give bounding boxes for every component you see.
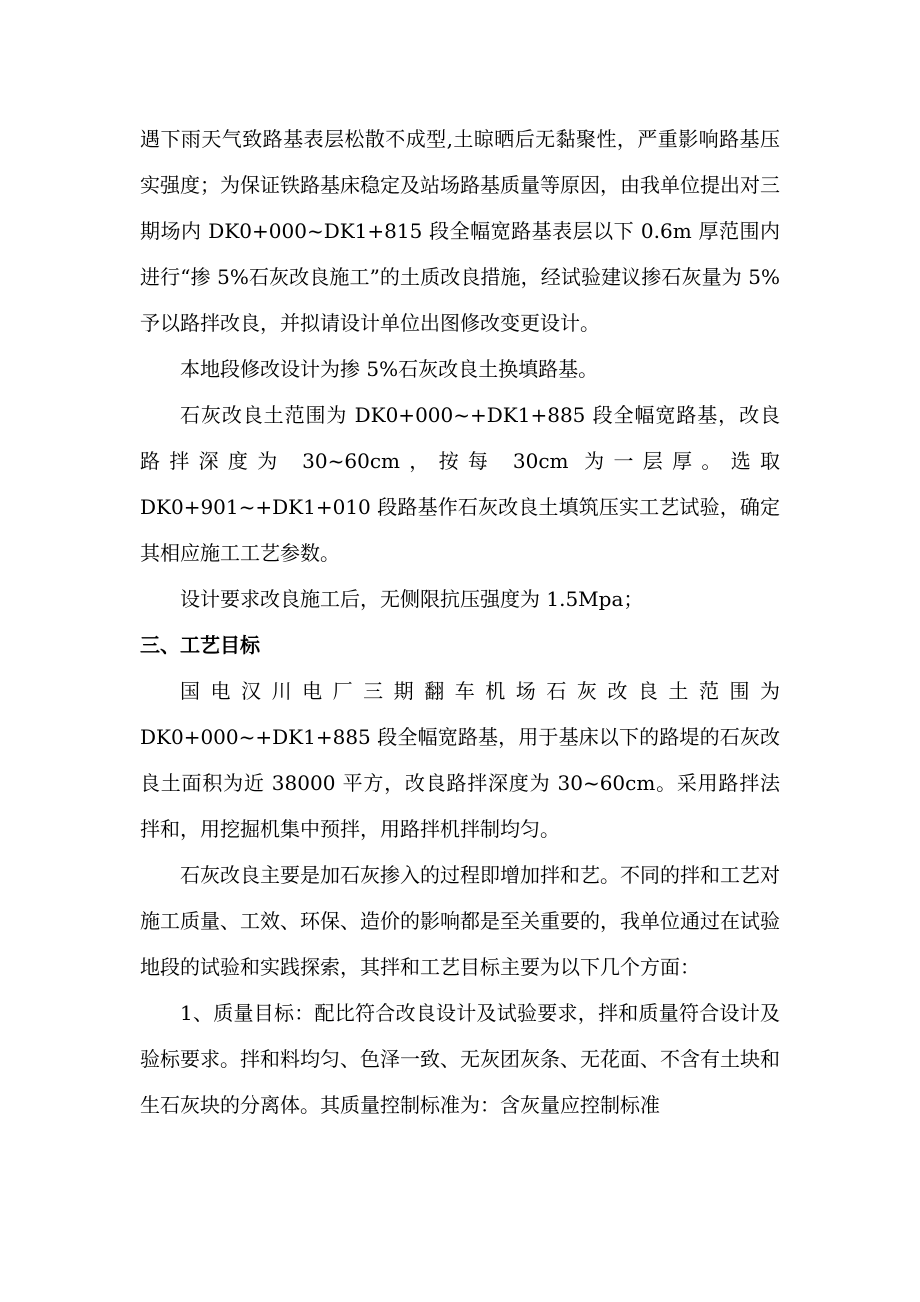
paragraph-5-first-line: 国电汉川电厂三期翻车机场石灰改良土范围为: [180, 679, 780, 703]
paragraph-3: 石灰改良土范围为 DK0+000~+DK1+885 段全幅宽路基，改良路拌深度为 30~60cm，按每 30cm 为一层厚。选取 DK0+901~+DK1+010 段路基作石灰改良土填筑压实工艺试验，确定其相应施工工艺参数。: [140, 403, 780, 565]
section-heading-3: 三、工艺目标: [140, 633, 260, 657]
paragraph-2: 本地段修改设计为掺 5%石灰改良土换填路基。: [180, 357, 599, 381]
paragraph-6: 石灰改良主要是加石灰掺入的过程即增加拌和艺。不同的拌和工艺对施工质量、工效、环保、造价的影响都是至关重要的，我单位通过在试验地段的试验和实践探索，其拌和工艺目标主要为以下几个方面：: [140, 863, 780, 979]
paragraph-1: 遇下雨天气致路基表层松散不成型,土晾晒后无黏聚性，严重影响路基压实强度；为保证铁路基床稳定及站场路基质量等原因，由我单位提出对三期场内 DK0+000~DK1+815 段全幅宽路基表层以下 0.6m 厚范围内进行“掺 5%石灰改良施工”的土质改良措施，经试验建议掺石灰量为 5%予以路拌改良，并拟请设计单位出图修改变更设计。: [140, 127, 780, 335]
document-page: [140, 116, 780, 1128]
paragraph-5-body: DK0+000~+DK1+885 段全幅宽路基，用于基床以下的路堤的石灰改良土面积为近 38000 平方，改良路拌深度为 30~60cm。采用路拌法拌和，用挖掘机集中预拌，用路拌机拌制均匀。: [140, 725, 780, 841]
paragraph-4: 设计要求改良施工后，无侧限抗压强度为 1.5Mpa；: [180, 587, 644, 611]
paragraph-7: 1、质量目标：配比符合改良设计及试验要求，拌和质量符合设计及验标要求。拌和料均匀、色泽一致、无灰团灰条、无花面、不含有土块和生石灰块的分离体。其质量控制标准为：含灰量应控制标准: [140, 1001, 780, 1117]
paragraph-5: [140, 668, 780, 852]
